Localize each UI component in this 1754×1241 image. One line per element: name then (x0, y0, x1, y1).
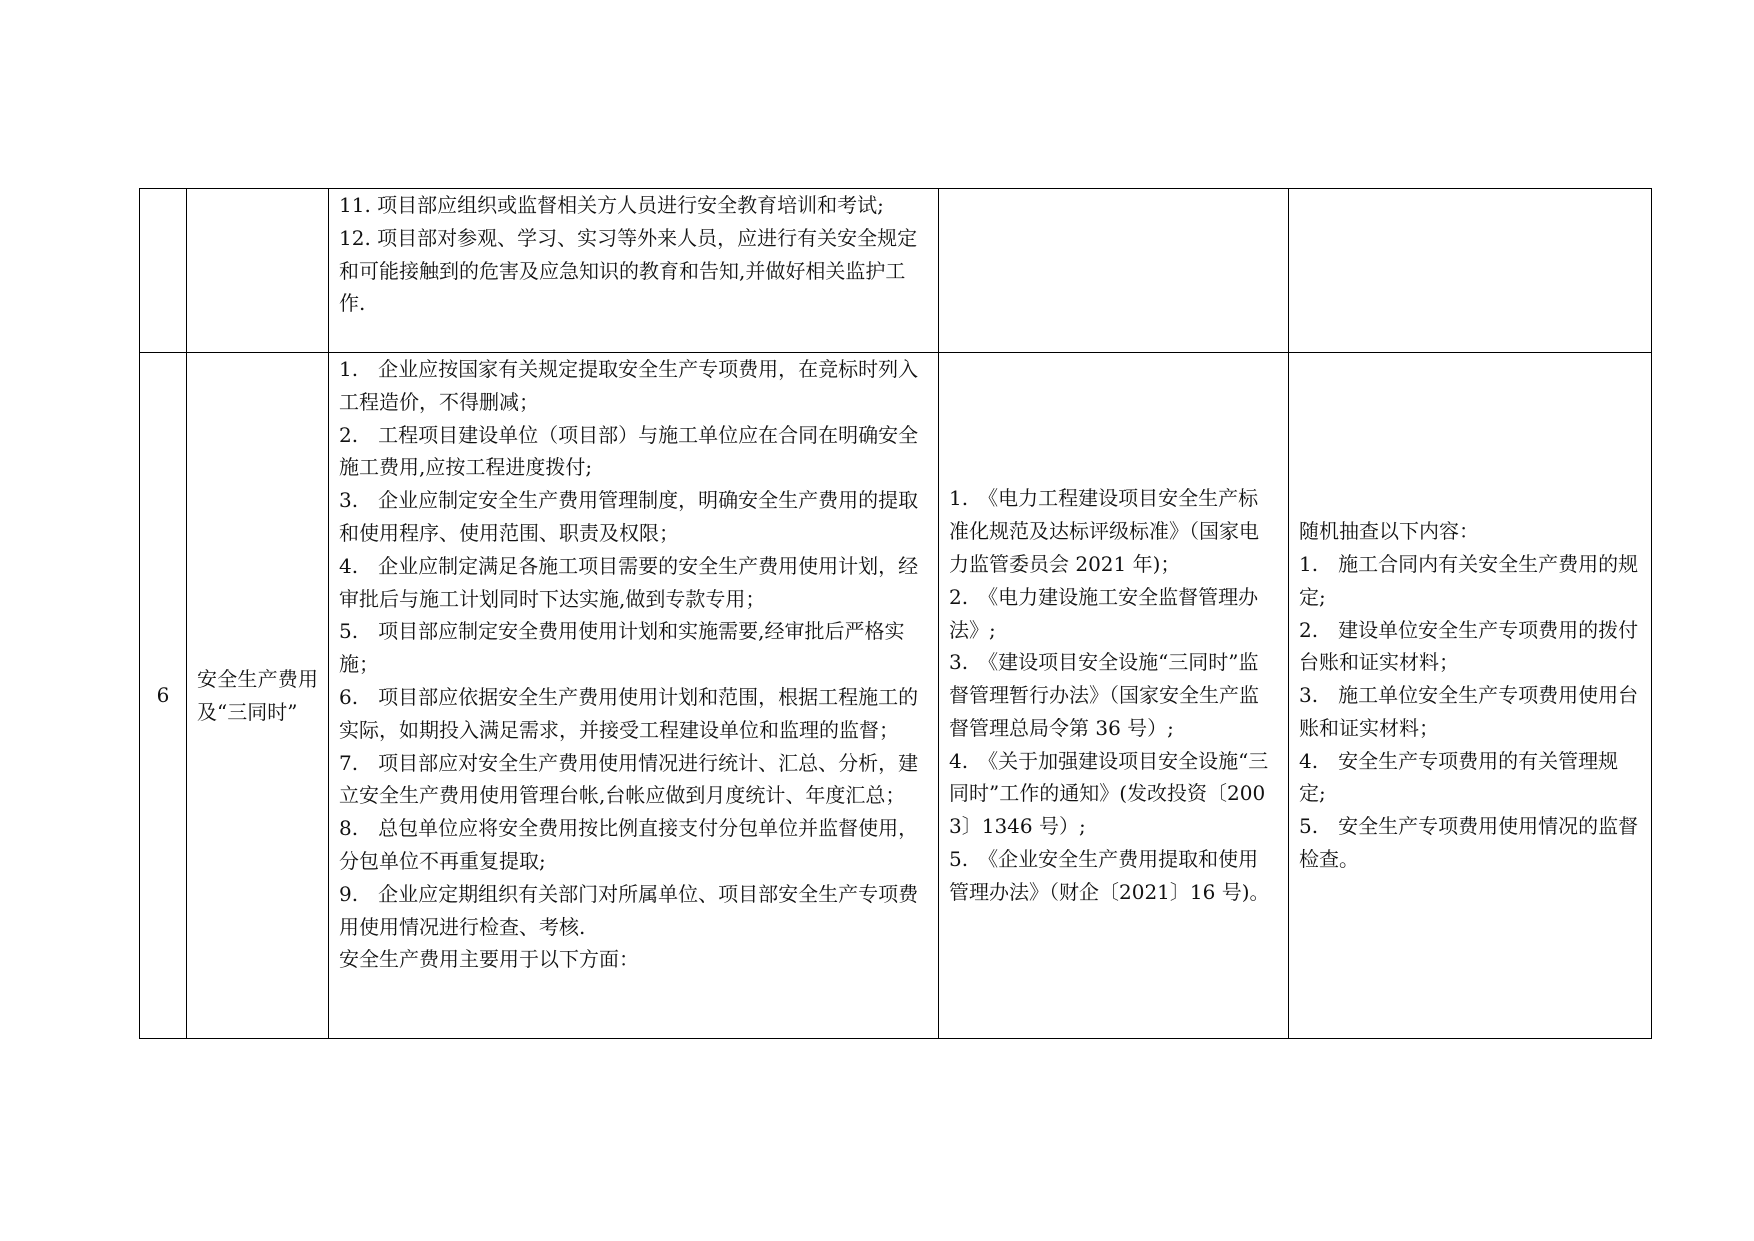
standards-table (139, 188, 1652, 1039)
basis-line: 5. 《企业安全生产费用提取和使用管理办法》（财企〔2021〕16 号)。 (949, 847, 1270, 904)
requirement-line: 7. 项目部应对安全生产费用使用情况进行统计、汇总、分析，建立安全生产费用使用管理台帐,台帐应做到月度统计、年度汇总； (339, 750, 919, 808)
requirement-line: 1. 企业应按国家有关规定提取安全生产专项费用，在竞标时列入工程造价，不得删减； (339, 357, 919, 414)
requirement-line: 3. 企业应制定安全生产费用管理制度，明确安全生产费用的提取和使用程序、使用范围、职责及权限； (339, 488, 919, 545)
method-cell (1289, 189, 1652, 353)
method-line: 4. 安全生产专项费用的有关管理规定; (1299, 748, 1619, 806)
requirement-line: 6. 项目部应依据安全生产费用使用计划和范围，根据工程施工的实际，如期投入满足需求，并接受工程建设单位和监理的监督； (339, 684, 919, 742)
basis-line: 4. 《关于加强建设项目安全设施“三同时”工作的通知》(发改投资〔2003〕1346 号）; (949, 748, 1269, 839)
requirement-line: 8. 总包单位应将安全费用按比例直接支付分包单位并监督使用，分包单位不再重复提取; (339, 816, 919, 873)
basis-line: 3. 《建设项目安全设施“三同时”监督管理暂行办法》（国家安全生产监督管理总局令第 36 号）; (949, 650, 1259, 740)
method-line: 1. 施工合同内有关安全生产费用的规定; (1299, 551, 1639, 609)
requirement-line: 安全生产费用主要用于以下方面： (339, 947, 639, 972)
item-name-cell: 安全生产费用及“三同时” (187, 353, 329, 1039)
requirements-cell (329, 353, 939, 1039)
method-line: 3. 施工单位安全生产专项费用使用台账和证实材料； (1299, 683, 1639, 740)
method-line: 2. 建设单位安全生产专项费用的拨付台账和证实材料； (1299, 617, 1639, 675)
method-cell (1289, 353, 1652, 1039)
requirement-line: 2. 工程项目建设单位（项目部）与施工单位应在合同在明确安全施工费用,应按工程进度拨付; (339, 422, 919, 480)
basis-line: 1. 《电力工程建设项目安全生产标准化规范及达标评级标准》（国家电力监管委员会 2021 年)； (949, 486, 1259, 576)
table-row (140, 189, 1652, 353)
requirements-cell (329, 189, 939, 353)
method-line: 随机抽查以下内容： (1299, 519, 1479, 544)
requirement-line: 11. 项目部应组织或监督相关方人员进行安全教育培训和考试; (339, 193, 884, 217)
basis-cell (939, 189, 1289, 353)
requirement-line: 9. 企业应定期组织有关部门对所属单位、项目部安全生产专项费用使用情况进行检查、考核. (339, 881, 919, 939)
basis-line: 2. 《电力建设施工安全监督管理办法》; (949, 584, 1259, 642)
table-row (140, 353, 1652, 1039)
row-number-cell: 6 (140, 353, 187, 1039)
method-line: 5. 安全生产专项费用使用情况的监督检查。 (1299, 814, 1639, 872)
row-number-cell (140, 189, 187, 353)
item-name-cell (187, 189, 329, 353)
requirement-line: 5. 项目部应制定安全费用使用计划和实施需要,经审批后严格实施； (339, 619, 905, 677)
basis-cell (939, 353, 1289, 1039)
requirement-line: 4. 企业应制定满足各施工项目需要的安全生产费用使用计划，经审批后与施工计划同时下达实施,做到专款专用； (339, 553, 919, 611)
requirement-line: 12. 项目部对参观、学习、实习等外来人员，应进行有关安全规定和可能接触到的危害及应急知识的教育和告知,并做好相关监护工作. (339, 225, 918, 316)
